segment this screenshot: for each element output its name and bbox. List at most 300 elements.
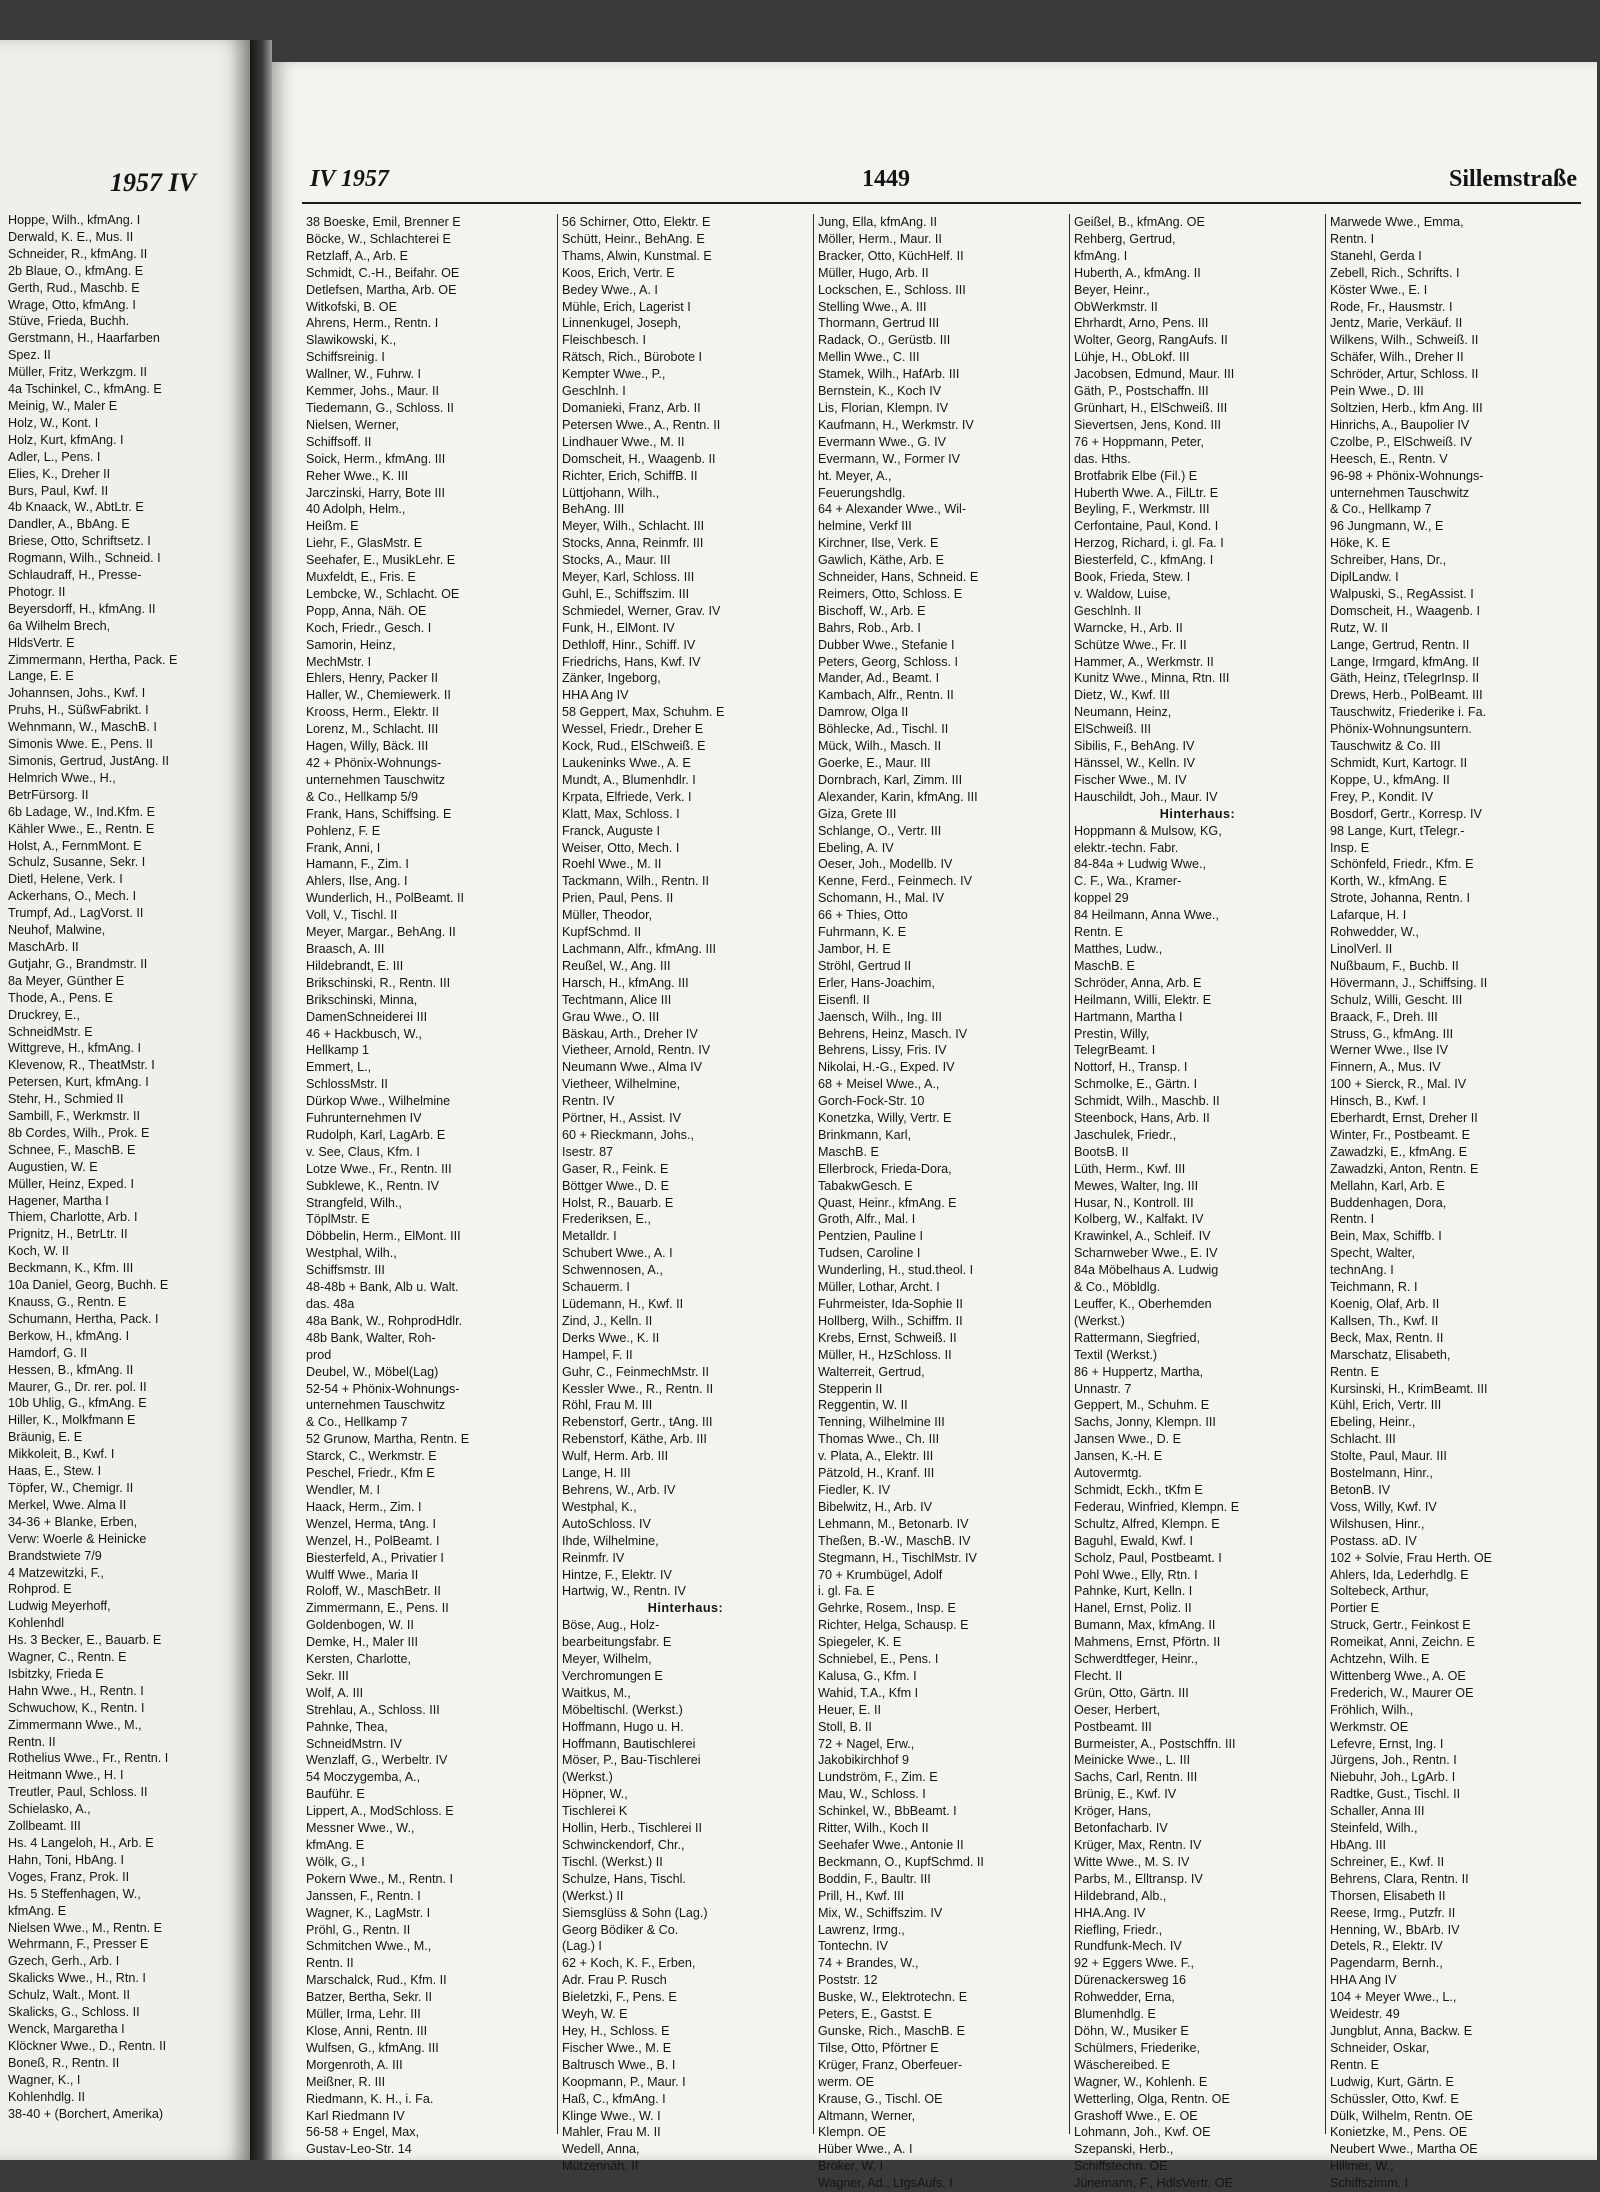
directory-entry: Vietheer, Wilhelmine, [562,1077,681,1092]
directory-entry: Dubber Wwe., Stefanie I [818,637,955,652]
directory-entry: Merkel, Wwe. Alma II [8,1497,127,1512]
directory-entry: Klatt, Max, Schloss. I [562,806,680,821]
directory-entry: Kohlenhdl [8,1616,65,1631]
directory-entry: Wehrmann, F., Presser E [8,1937,149,1952]
directory-entry: Hintze, F., Elektr. IV [562,1567,672,1582]
directory-entry: Schwuchow, K., Rentn. I [8,1700,145,1715]
directory-entry: 10b Uhlig, G., kfmAng. E [8,1396,147,1411]
directory-entry: Hildebrandt, E. III [306,958,404,973]
directory-entry: Lockschen, E., Schloss. III [818,282,966,297]
directory-entry: Braack, F., Dreh. III [1330,1009,1438,1024]
directory-entry: Voss, Willy, Kwf. IV [1330,1499,1437,1514]
directory-entry: Voll, V., Tischl. II [306,908,398,923]
directory-entry: Prestin, Willy, [1074,1026,1150,1041]
directory-entry: Schomann, H., Mal. IV [818,891,944,906]
directory-entry: v. Plata, A., Elektr. III [818,1449,934,1464]
directory-entry: Szepanski, Herb., [1074,2142,1174,2157]
directory-entry: Hs. 4 Langeloh, H., Arb. E [8,1836,154,1850]
directory-entry: Gunske, Rich., MaschB. E [818,2023,965,2038]
directory-entry: & Co., Hellkamp 5/9 [306,789,418,804]
directory-entry: Treutler, Paul, Schloss. II [8,1785,148,1800]
directory-entry: MechMstr. I [306,654,372,669]
directory-entry: Neumann, Heinz, [1074,705,1172,720]
directory-entry: Tiedemann, G., Schloss. II [306,400,454,415]
directory-entry: Steinfeld, Wilh., [1330,1821,1418,1836]
directory-entry: Kersten, Charlotte, [306,1652,411,1667]
directory-entry: Rothelius Wwe., Fr., Rentn. I [8,1751,169,1766]
directory-entry: Strangfeld, Wilh., [306,1195,402,1210]
directory-entry: Schlacht. III [1330,1432,1396,1447]
directory-entry: 48a Bank, W., RohprodHdlr. [306,1313,463,1328]
directory-entry: Riefling, Friedr., [1074,1922,1163,1937]
directory-entry: Haack, Herm., Zim. I [306,1499,422,1514]
directory-entry: Schütze Wwe., Fr. II [1074,637,1187,652]
directory-entry: 8b Cordes, Wilh., Prok. E [8,1125,150,1140]
directory-entry: Reher Wwe., K. III [306,468,409,483]
directory-entry: 4b Knaack, W., AbtLtr. E [8,500,144,515]
directory-entry: Neuhof, Malwine, [8,923,106,938]
directory-entry: Schülmers, Friederike, [1074,2040,1200,2055]
directory-entry: Bosdorf, Gertr., Korresp. IV [1330,806,1482,821]
directory-entry: Jung, Ella, kfmAng. II [818,215,937,229]
directory-entry: Kempter Wwe., P., [562,367,666,382]
directory-entry: prod [306,1347,332,1362]
directory-entry: Specht, Walter, [1330,1246,1415,1261]
directory-entry: Jungblut, Anna, Backw. E [1330,2023,1473,2038]
directory-entry: Rehberg, Gertrud, [1074,231,1176,246]
directory-entry: Weyh, W. E [562,2007,628,2022]
directory-entry: Buske, W., Elektrotechn. E [818,1990,968,2005]
directory-entry: Grünhart, H., ElSchweiß. III [1074,400,1228,415]
directory-entry: Leuffer, K., Oberhemden [1074,1297,1212,1311]
directory-entry: Hoppmann & Mulsow, KG, [1074,823,1222,838]
directory-entry: Bracker, Otto, KüchHelf. II [818,248,964,263]
directory-entry: Strehlau, A., Schloss. III [306,1702,440,1717]
directory-entry: Gehrke, Rosem., Insp. E [818,1601,956,1616]
directory-entry: Schmitchen Wwe., M., [306,1939,432,1954]
directory-entry: v. Waldow, Luise, [1074,586,1171,601]
directory-entry: Heißm. E [306,519,359,534]
directory-entry: Schröder, Artur, Schloss. II [1330,367,1479,382]
directory-entry: Grau Wwe., O. III [562,1009,660,1024]
directory-entry: Reimers, Otto, Schloss. E [818,586,963,601]
directory-entry: Rundfunk-Mech. IV [1074,1939,1182,1954]
directory-entry: Zimmermann, Hertha, Pack. E [8,652,178,667]
directory-entry: Hahn, Toni, HbAng. I [8,1852,124,1867]
directory-entry: Lüth, Herm., Kwf. III [1074,1161,1186,1176]
directory-entry: Reußel, W., Ang. III [562,958,671,973]
directory-entry: technAng. I [1330,1263,1394,1278]
directory-entry: BetonB. IV [1330,1482,1391,1497]
directory-entry: Koenig, Olaf, Arb. II [1330,1297,1440,1311]
directory-entry: Lindhauer Wwe., M. II [562,434,685,449]
directory-entry: Seehafer, E., MusikLehr. E [306,553,456,568]
directory-entry: Möser, P., Bau-Tischlerei [562,1753,701,1768]
directory-entry: 86 + Huppertz, Martha, [1074,1364,1204,1379]
directory-entry: Samorin, Heinz, [306,637,396,652]
directory-entry: Zollbeamt. III [8,1819,81,1834]
directory-column-2 [558,214,814,2174]
directory-entry: Beyer, Heinr., [1074,282,1150,297]
directory-entry: Hollberg, Wilh., Schiffm. II [818,1313,963,1328]
directory-entry: Ahlers, Ilse, Ang. I [306,874,408,889]
directory-entry: 38 Boeske, Emil, Brenner E [306,215,461,229]
directory-entry: HldsVertr. E [8,635,75,650]
directory-entry: Hillmer, W., [1330,2159,1394,2174]
directory-entry: 38-40 + (Borchert, Amerika) [8,2106,164,2121]
directory-entry: Hinterhaus: [1159,806,1236,821]
directory-entry: Lorenz, M., Schlacht. III [306,722,439,737]
directory-entry: Schüssler, Otto, Kwf. E [1330,2091,1459,2106]
directory-entry: Geppert, M., Schuhm. E [1074,1398,1210,1413]
directory-entry: Hildebrand, Alb., [1074,1888,1167,1903]
directory-entry: Isestr. 87 [562,1144,614,1159]
directory-entry: Schielasko, A., [8,1802,91,1817]
directory-entry: Struss, G., kfmAng. III [1330,1026,1454,1041]
directory-entry: Haß, C., kfmAng. I [562,2091,666,2106]
directory-entry: 52 Grunow, Martha, Rentn. E [306,1432,470,1447]
directory-entry: SchlossMstr. II [306,1077,388,1092]
directory-entry: Geschlnh. II [1074,603,1142,618]
directory-entry: Thomas Wwe., Ch. III [818,1432,940,1447]
directory-entry: 68 + Meisel Wwe., A., [818,1077,940,1092]
directory-entry: Dürkop Wwe., Wilhelmine [306,1094,451,1109]
directory-entry: Stelling Wwe., A. III [818,299,927,314]
directory-entry: Pokern Wwe., M., Rentn. I [306,1871,453,1886]
directory-entry: Hoffmann, Bautischlerei [562,1736,696,1751]
directory-entry: Petersen, Kurt, kfmAng. I [8,1075,149,1090]
directory-entry: Kambach, Alfr., Rentn. II [818,688,954,703]
directory-entry: Hampel, F. II [562,1347,633,1362]
directory-entry: Czolbe, P., ElSchweiß. IV [1330,434,1472,449]
directory-entry: Wagner, Ad., LtgsAufs. I [818,2176,953,2191]
directory-entry: Mix, W., Schiffszim. IV [818,1905,943,1920]
directory-entry: Schulz, Willi, Gescht. III [1330,992,1463,1007]
directory-entry: (Werkst.) [1074,1313,1125,1328]
directory-entry: Domanieki, Franz, Arb. II [562,400,701,415]
directory-entry: Holz, W., Kont. I [8,415,99,430]
directory-entry: Hauschildt, Joh., Maur. IV [1074,789,1218,804]
directory-entry: Marschatz, Elisabeth, [1330,1347,1451,1362]
directory-entry: BetrFürsorg. II [8,787,89,802]
directory-entry: Böcke, W., Schlachterei E [306,231,451,246]
directory-entry: Koppe, U., kfmAng. II [1330,772,1450,787]
directory-entry: Tenning, Wilhelmine III [818,1415,945,1430]
directory-entry: 72 + Nagel, Erw., [818,1736,915,1751]
directory-entry: (Werkst.) II [562,1888,624,1903]
directory-entry: Tischlerei K [562,1804,628,1819]
directory-entry: Heitmann Wwe., H. I [8,1768,124,1783]
directory-entry: Nielsen, Werner, [306,417,399,432]
directory-entry: Wulfsen, G., kfmAng. III [306,2040,439,2055]
directory-entry: Wolf, A. III [306,1685,364,1700]
directory-entry: Reese, Irmg., Putzfr. II [1330,1905,1456,1920]
directory-entry: Karl Riedmann IV [306,2108,405,2123]
directory-entry: Mahler, Frau M. II [562,2125,661,2140]
directory-entry: 52-54 + Phönix-Wohnungs- [306,1381,460,1396]
directory-entry: LinolVerl. II [1330,941,1393,956]
directory-entry: Lange, H. III [562,1466,631,1481]
directory-entry: Seehafer Wwe., Antonie II [818,1838,964,1852]
directory-entry: Photogr. II [8,584,66,599]
directory-entry: Linnenkugel, Joseph, [562,316,682,331]
directory-entry: Stanehl, Gerda I [1330,248,1422,263]
directory-entry: Krooss, Herm., Elektr. II [306,705,439,720]
directory-entry: Schmidt, Eckh., tKfm E [1074,1482,1203,1497]
directory-entry: Kolberg, W., Kalfakt. IV [1074,1212,1204,1227]
directory-entry: Wilshusen, Hinr., [1330,1516,1425,1531]
directory-entry: Mellin Wwe., C. III [818,350,920,365]
directory-entry: Janssen, F., Rentn. I [306,1888,421,1903]
directory-entry: Messner Wwe., W., [306,1821,415,1836]
directory-entry: Brünig, E., Kwf. IV [1074,1787,1177,1802]
directory-entry: i. gl. Fa. E [818,1584,875,1599]
directory-entry: Hänssel, W., Kelln. IV [1074,756,1196,770]
directory-entry: Lachmann, Alfr., kfmAng. III [562,941,716,956]
directory-entry: Witkofski, B. OE [306,299,397,314]
directory-entry: Scharnweber Wwe., E. IV [1074,1246,1218,1261]
directory-entry: 46 + Hackbusch, W., [306,1026,422,1041]
directory-entry: Kähler Wwe., E., Rentn. E [8,821,155,836]
directory-entry: Hagener, Martha I [8,1193,109,1208]
directory-entry: Lohmann, Joh., Kwf. OE [1074,2125,1211,2140]
directory-entry: Heilmann, Willi, Elektr. E [1074,992,1212,1007]
directory-entry: Zawadzki, Anton, Rentn. E [1330,1161,1479,1176]
directory-columns [302,214,1581,2191]
directory-entry: 84-84a + Ludwig Wwe., [1074,857,1206,872]
directory-entry: Wulff Wwe., Maria II [306,1567,419,1582]
directory-entry: Brotfabrik Elbe (Fil.) E [1074,468,1198,483]
directory-entry: Nottorf, H., Transp. I [1074,1060,1188,1075]
directory-entry: Wendler, M. I [306,1482,380,1497]
directory-entry: Hüber Wwe., A. I [818,2142,913,2157]
directory-entry: Bostelmann, Hinr., [1330,1466,1433,1481]
directory-entry: Klevenow, R., TheatMstr. I [8,1058,155,1073]
directory-entry: Thiem, Charlotte, Arb. I [8,1210,138,1225]
left-page-column [8,212,244,2122]
directory-entry: Westphal, Wilh., [306,1246,397,1261]
directory-entry: Muxfeldt, E., Fris. E [306,570,416,585]
directory-entry: Schneider, Oskar, [1330,2040,1430,2055]
directory-entry: Dietz, W., Kwf. III [1074,688,1170,703]
directory-entry: unternehmen Tauschwitz [306,772,446,787]
directory-entry: Marschalck, Rud., Kfm. II [306,1973,447,1988]
directory-entry: kfmAng. E [8,1903,67,1918]
directory-entry: Strote, Johanna, Rentn. I [1330,891,1471,906]
directory-entry: Goldenbogen, W. II [306,1618,414,1633]
directory-entry: v. See, Claus, Kfm. I [306,1144,420,1159]
directory-entry: 34-36 + Blanke, Erben, [8,1514,138,1529]
directory-entry: Schröder, Anna, Arb. E [1074,975,1202,990]
directory-entry: Walpuski, S., RegAssist. I [1330,586,1474,601]
directory-entry: Westphal, K., [562,1499,637,1514]
directory-entry: Brikschinski, Minna, [306,992,418,1007]
directory-entry: Lembcke, W., Schlacht. OE [306,586,460,601]
directory-entry: Portier E [1330,1601,1379,1616]
directory-entry: Mau, W., Schloss. I [818,1787,926,1802]
directory-entry: Pahnke, Kurt, Kelln. I [1074,1584,1193,1599]
directory-entry: Helmrich Wwe., H., [8,770,116,785]
directory-entry: Baltrusch Wwe., B. I [562,2057,676,2072]
directory-entry: Röhl, Frau M. III [562,1398,653,1413]
directory-entry: 96 Jungmann, W., E [1330,519,1444,534]
directory-entry: Stocks, A., Maur. III [562,553,671,568]
directory-entry: Heuer, E. II [818,1702,881,1717]
directory-entry: 96-98 + Phönix-Wohnungs- [1330,468,1484,483]
directory-entry: Bischoff, W., Arb. E [818,603,926,618]
directory-entry: Bahrs, Rob., Arb. I [818,620,921,635]
directory-entry: Rohwedder, W., [1330,925,1419,940]
directory-entry: TabakwGesch. E [818,1178,913,1193]
directory-entry: Dethloff, Hinr., Schiff. IV [562,637,696,652]
directory-entry: Klempn. OE [818,2125,886,2140]
directory-entry: Burs, Paul, Kwf. II [8,483,109,498]
directory-entry: bearbeitungsfabr. E [562,1635,672,1650]
directory-entry: Konietzke, M., Pens. OE [1330,2125,1468,2140]
directory-entry: das. 48a [306,1297,355,1311]
directory-entry: Stamek, Wilh., HafArb. III [818,367,960,382]
directory-entry: Ludwig Meyerhoff, [8,1599,111,1614]
directory-entry: ht. Meyer, A., [818,468,892,483]
directory-entry: Scholz, Paul, Postbeamt. I [1074,1550,1222,1565]
directory-entry: DamenSchneiderei III [306,1009,428,1024]
directory-entry: Flecht. II [1074,1668,1123,1683]
directory-entry: Lippert, A., ModSchloss. E [306,1804,454,1819]
directory-entry: Spiegeler, K. E [818,1635,902,1650]
directory-entry: Schiffsoff. II [306,434,372,449]
directory-entry: kfmAng. E [306,1838,365,1852]
directory-entry: Rebenstorf, Gertr., tAng. III [562,1415,713,1430]
directory-entry: Hartmann, Martha I [1074,1009,1183,1024]
directory-entry: Frederiksen, E., [562,1212,651,1227]
directory-entry: Kock, Rud., ElSchweiß. E [562,739,706,754]
directory-entry: Schaller, Anna III [1330,1804,1425,1819]
directory-entry: 48b Bank, Walter, Roh- [306,1330,436,1345]
directory-entry: Warncke, H., Arb. II [1074,620,1183,635]
directory-entry: 2b Blaue, O., kfmAng. E [8,263,144,278]
directory-entry: Huberth, A., kfmAng. II [1074,265,1201,280]
directory-entry: Henning, W., BbArb. IV [1330,1922,1460,1937]
directory-entry: Brandstwiete 7/9 [8,1548,102,1563]
directory-entry: Zänker, Ingeborg, [562,671,661,686]
directory-entry: 62 + Koch, K. F., Erben, [562,1956,696,1971]
directory-entry: Fischer Wwe., M. IV [1074,772,1187,787]
directory-entry: Gzech, Gerh., Arb. I [8,1954,120,1969]
directory-entry: Krüger, Max, Rentn. IV [1074,1838,1202,1852]
directory-entry: Eberhardt, Ernst, Dreher II [1330,1111,1478,1126]
directory-entry: Lehmann, M., Betonarb. IV [818,1516,969,1531]
directory-entry: 74 + Brandes, W., [818,1956,919,1971]
directory-entry: Krpata, Elfriede, Verk. I [562,789,692,804]
directory-entry: Verchromungen E [562,1668,663,1683]
directory-entry: Mahmens, Ernst, Pförtn. II [1074,1635,1221,1650]
directory-entry: Behrens, Lissy, Fris. IV [818,1043,947,1058]
directory-entry: Mundt, A., Blumenhdlr. I [562,772,696,787]
directory-entry: Wäschereibed. E [1074,2057,1170,2072]
directory-entry: Jansen, K.-H. E [1074,1449,1163,1464]
directory-entry: Brinkmann, Karl, [818,1127,912,1142]
directory-entry: Lis, Florian, Klempn. IV [818,400,949,415]
directory-entry: Neubert Wwe., Martha OE [1330,2142,1478,2157]
directory-entry: Höpner, W., [562,1787,628,1802]
directory-entry: Boneß, R., Rentn. II [8,2055,120,2070]
directory-entry: Schmidt, Kurt, Kartogr. II [1330,756,1468,770]
directory-entry: Böttger Wwe., D. E [562,1178,670,1193]
directory-entry: Grün, Otto, Gärtn. III [1074,1685,1189,1700]
directory-entry: 84 Heilmann, Anna Wwe., [1074,908,1219,923]
directory-entry: 40 Adolph, Helm., [306,502,406,517]
directory-entry: Lawrenz, Irmg., [818,1922,905,1937]
page-number: 1449 [862,166,910,192]
directory-entry: Tauschwitz, Friederike i. Fa. [1330,705,1487,720]
directory-entry: Friedrichs, Hans, Kwf. IV [562,654,701,669]
directory-entry: Möller, Herm., Maur. II [818,231,942,246]
directory-entry: Wagner, K., LagMstr. I [306,1905,431,1920]
directory-entry: 70 + Krumbügel, Adolf [818,1567,943,1582]
directory-entry: Roehl Wwe., M. II [562,857,662,872]
directory-entry: Kallsen, Th., Kwf. II [1330,1313,1439,1328]
directory-entry: Schwinckendorf, Chr., [562,1838,685,1852]
directory-entry: Richter, Helga, Schausp. E [818,1618,969,1633]
directory-entry: Frank, Anni, I [306,840,381,855]
directory-entry: Jürgens, Joh., Rentn. I [1330,1753,1457,1768]
directory-entry: & Co., Hellkamp 7 [1330,502,1432,517]
directory-entry: Mander, Ad., Beamt. I [818,671,940,686]
directory-entry: Mewes, Walter, Ing. III [1074,1178,1199,1193]
directory-entry: Biesterfeld, A., Privatier I [306,1550,444,1565]
directory-entry: Pohl Wwe., Elly, Rtn. I [1074,1567,1198,1582]
directory-entry: Petersen Wwe., A., Rentn. II [562,417,721,432]
directory-entry: Frederich, W., Maurer OE [1330,1685,1474,1700]
directory-entry: Elies, K., Dreher II [8,466,111,481]
directory-entry: Schubert Wwe., A. I [562,1246,673,1261]
directory-entry: Thormann, Gertrud III [818,316,940,331]
directory-entry: Pentzien, Pauline I [818,1229,924,1244]
directory-entry: Waitkus, M., [562,1685,631,1700]
directory-entry: Kaufmann, H., Werkmstr. IV [818,417,974,432]
directory-entry: Laukeninks Wwe., A. E [562,756,691,770]
directory-entry: Grashoff Wwe., E. OE [1074,2108,1198,2123]
directory-entry: Domscheit, H., Waagenb. II [562,451,716,466]
directory-entry: Rohprod. E [8,1582,72,1597]
directory-entry: Kunitz Wwe., Minna, Rtn. III [1074,671,1230,686]
directory-entry: Meyer, Margar., BehAng. II [306,925,456,940]
directory-entry: Koopmann, P., Maur. I [562,2074,686,2089]
directory-entry: Hartwig, W., Rentn. IV [562,1584,686,1599]
directory-entry: Schönfeld, Friedr., Kfm. E [1330,857,1474,872]
directory-entry: Erler, Hans-Joachim, [818,975,935,990]
directory-entry: Wallner, W., Fuhrw. I [306,367,422,382]
directory-entry: HbAng. III [1330,1838,1387,1852]
directory-entry: Georg Bödiker & Co. [562,1922,679,1937]
directory-entry: Zebell, Rich., Schrifts. I [1330,265,1460,280]
directory-entry: Krawinkel, A., Schleif. IV [1074,1229,1211,1244]
directory-entry: Insp. E [1330,840,1370,855]
directory-entry: Skalicks Wwe., H., Rtn. I [8,1971,146,1986]
directory-entry: Müller, Fritz, Werkzgm. II [8,365,148,380]
directory-entry: SchneidMstr. E [8,1024,93,1039]
directory-entry: Mützennäh. II [562,2159,639,2174]
directory-entry: Sekr. III [306,1668,349,1683]
directory-entry: Siemsglüss & Sohn (Lag.) [562,1905,708,1920]
directory-entry: Rentn. I [1330,231,1375,246]
directory-entry: & Co., Möbldlg. [1074,1280,1161,1295]
directory-column-3 [814,214,1070,2191]
directory-entry: 6b Ladage, W., Ind.Kfm. E [8,804,156,819]
directory-entry: Wunderlich, H., PolBeamt. II [306,891,464,906]
directory-entry: Wetterling, Olga, Rentn. OE [1074,2091,1230,2106]
directory-entry: Schinkel, W., BbBeamt. I [818,1804,957,1819]
